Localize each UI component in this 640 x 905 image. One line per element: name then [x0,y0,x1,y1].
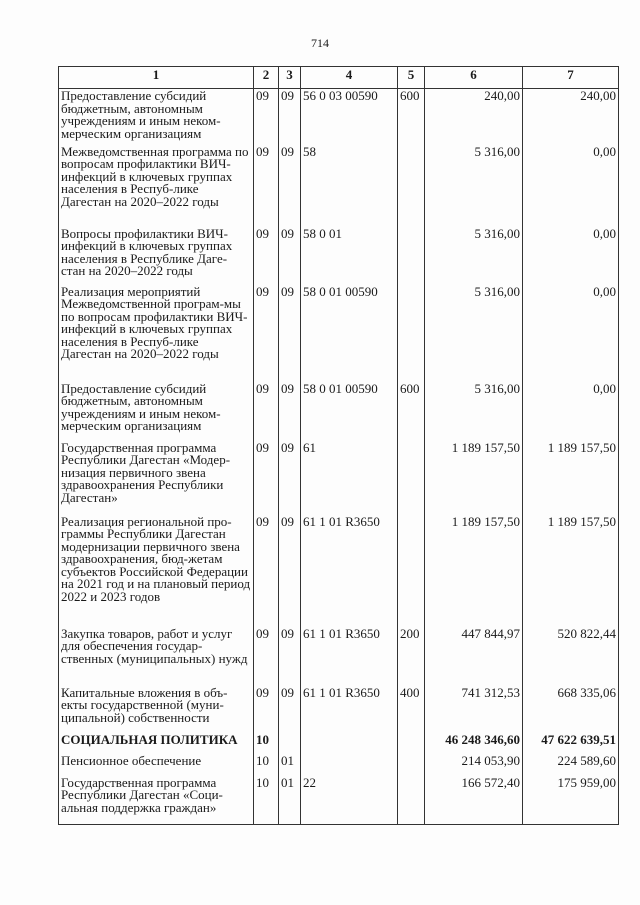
row-amount-col7: 0,00 [523,145,619,227]
row-subsection: 09 [279,627,301,686]
row-subsection: 01 [279,754,301,776]
table-row [59,776,619,825]
row-amount-col6: 166 572,40 [425,776,523,825]
row-name: Реализация мероприятий Межведомственной програм-мы по вопросам профилактики ВИЧ-инфекций в ключевых группах населения в Респуб-лике Дагестан на 2020–2022 годы [59,285,254,382]
header-col-7: 7 [523,67,619,89]
header-col-2: 2 [254,67,279,89]
row-expense-type [398,285,425,382]
row-subsection: 09 [279,227,301,285]
table-row [59,627,619,686]
row-amount-col6: 1 189 157,50 [425,441,523,515]
row-amount-col6: 5 316,00 [425,227,523,285]
row-name: Государственная программа Республики Дагестан «Модер-низация первичного звена здравоохранения Республики Дагестан» [59,441,254,515]
row-expense-type [398,733,425,754]
table-row [59,441,619,515]
row-amount-col6: 214 053,90 [425,754,523,776]
row-name: Государственная программа Республики Дагестан «Соци-альная поддержка граждан» [59,776,254,825]
row-expense-type [398,227,425,285]
row-name: СОЦИАЛЬНАЯ ПОЛИТИКА [59,733,254,754]
row-amount-col6: 240,00 [425,89,523,145]
table-header-row [59,67,619,89]
row-target-article: 58 0 01 00590 [301,382,398,441]
row-section: 09 [254,686,279,733]
row-expense-type [398,754,425,776]
row-amount-col6: 5 316,00 [425,145,523,227]
row-section: 10 [254,733,279,754]
row-amount-col7: 668 335,06 [523,686,619,733]
row-expense-type: 400 [398,686,425,733]
table-row [59,733,619,754]
row-name: Реализация региональной про-граммы Республики Дагестан модернизации первичного звена здравоохранения, бюд-жетам субъектов Российской Федерации на 2021 год и на плановый период 2022 и 2023 годов [59,515,254,627]
row-target-article: 56 0 03 00590 [301,89,398,145]
row-expense-type: 200 [398,627,425,686]
header-col-1: 1 [59,67,254,89]
row-target-article [301,754,398,776]
row-target-article: 61 1 01 R3650 [301,515,398,627]
row-subsection: 01 [279,776,301,825]
row-target-article: 22 [301,776,398,825]
budget-table [58,66,619,825]
row-section: 09 [254,227,279,285]
row-expense-type [398,145,425,227]
row-section: 09 [254,285,279,382]
row-amount-col7: 47 622 639,51 [523,733,619,754]
row-amount-col7: 240,00 [523,89,619,145]
header-col-5: 5 [398,67,425,89]
row-section: 10 [254,754,279,776]
row-amount-col7: 0,00 [523,285,619,382]
row-subsection: 09 [279,515,301,627]
row-subsection: 09 [279,441,301,515]
row-amount-col7: 0,00 [523,227,619,285]
row-amount-col7: 1 189 157,50 [523,441,619,515]
row-section: 09 [254,627,279,686]
table-row [59,89,619,145]
row-target-article: 61 [301,441,398,515]
row-target-article: 61 1 01 R3650 [301,627,398,686]
row-subsection: 09 [279,382,301,441]
row-expense-type: 600 [398,89,425,145]
row-name: Капитальные вложения в объ-екты государственной (муни-ципальной) собственности [59,686,254,733]
row-subsection: 09 [279,285,301,382]
row-section: 09 [254,441,279,515]
row-amount-col7: 175 959,00 [523,776,619,825]
row-amount-col6: 1 189 157,50 [425,515,523,627]
row-expense-type: 600 [398,382,425,441]
row-section: 09 [254,145,279,227]
table-body [59,89,619,825]
row-name: Предоставление субсидий бюджетным, автономным учреждениям и иным неком-мерческим организациям [59,89,254,145]
table-row [59,754,619,776]
table-row [59,145,619,227]
row-amount-col7: 0,00 [523,382,619,441]
row-target-article: 58 0 01 00590 [301,285,398,382]
page-number: 714 [311,36,329,50]
row-amount-col6: 447 844,97 [425,627,523,686]
table-row [59,285,619,382]
row-expense-type [398,441,425,515]
row-expense-type [398,776,425,825]
row-amount-col7: 520 822,44 [523,627,619,686]
header-col-3: 3 [279,67,301,89]
header-col-4: 4 [301,67,398,89]
row-amount-col7: 224 589,60 [523,754,619,776]
header-col-6: 6 [425,67,523,89]
table-row [59,382,619,441]
row-amount-col6: 5 316,00 [425,285,523,382]
row-target-article: 58 0 01 [301,227,398,285]
row-subsection: 09 [279,686,301,733]
row-amount-col6: 5 316,00 [425,382,523,441]
row-section: 09 [254,382,279,441]
table-row [59,686,619,733]
row-name: Закупка товаров, работ и услуг для обеспечения государ-ственных (муниципальных) нужд [59,627,254,686]
row-name: Пенсионное обеспечение [59,754,254,776]
row-section: 09 [254,515,279,627]
row-name: Межведомственная программа по вопросам профилактики ВИЧ-инфекций в ключевых группах населения в Респуб-лике Дагестан на 2020–2022 годы [59,145,254,227]
row-subsection [279,733,301,754]
row-amount-col6: 46 248 346,60 [425,733,523,754]
row-subsection: 09 [279,89,301,145]
row-target-article: 61 1 01 R3650 [301,686,398,733]
row-amount-col6: 741 312,53 [425,686,523,733]
table-row [59,515,619,627]
row-section: 09 [254,89,279,145]
table-row [59,227,619,285]
row-section: 10 [254,776,279,825]
row-name: Предоставление субсидий бюджетным, автономным учреждениям и иным неком-мерческим организациям [59,382,254,441]
row-subsection: 09 [279,145,301,227]
row-target-article: 58 [301,145,398,227]
row-target-article [301,733,398,754]
row-amount-col7: 1 189 157,50 [523,515,619,627]
row-expense-type [398,515,425,627]
row-name: Вопросы профилактики ВИЧ-инфекций в ключевых группах населения в Республике Даге-стан на 2020–2022 годы [59,227,254,285]
